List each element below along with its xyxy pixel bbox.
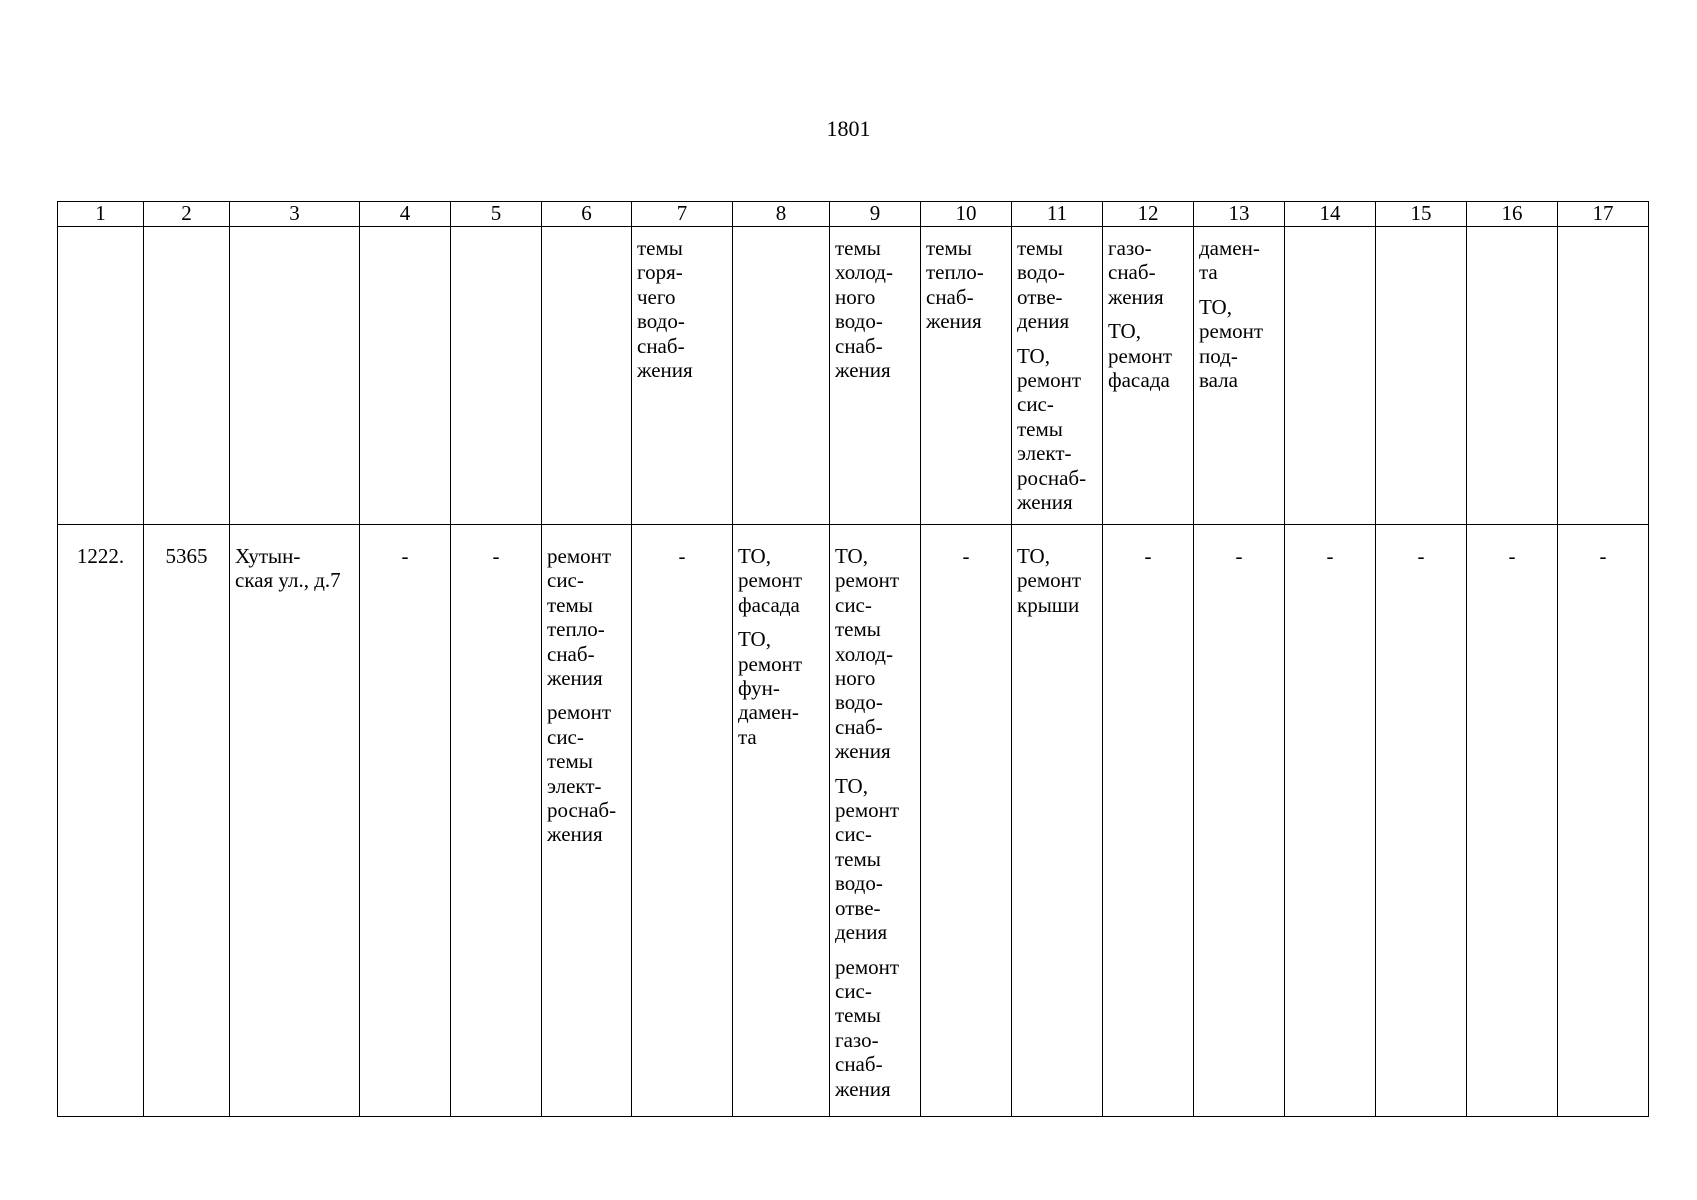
cell-empty — [451, 227, 542, 525]
text-line: снаб- — [835, 714, 883, 739]
text-line: дамен- — [738, 700, 799, 725]
text-line: жения — [547, 666, 603, 691]
cell-empty — [542, 227, 632, 525]
works-table — [57, 201, 1649, 1117]
text-line: ремонт — [1017, 368, 1082, 393]
text-line: тепло- — [926, 260, 984, 285]
header-cell: 6 — [542, 202, 632, 227]
text-line: водо- — [1017, 260, 1065, 285]
cell-empty — [360, 227, 451, 525]
text-line: сис- — [547, 568, 584, 593]
text-line: ТО, — [738, 627, 771, 652]
text-line: ремонт — [738, 568, 803, 593]
cell-col7 — [632, 227, 733, 525]
row-number: 1222. — [58, 525, 144, 1117]
text-line: фасада — [738, 592, 800, 617]
cell-col12 — [1103, 227, 1194, 525]
text-line: сис- — [1017, 392, 1054, 417]
cell-col10 — [921, 227, 1012, 525]
text-line: роснаб- — [1017, 465, 1087, 490]
text-line: тепло- — [547, 617, 605, 642]
header-cell: 3 — [230, 202, 360, 227]
text-line: сис- — [547, 724, 584, 749]
text-line: снаб- — [835, 1052, 883, 1077]
header-cell: 10 — [921, 202, 1012, 227]
text-line: ремонт — [1017, 568, 1082, 593]
text-line: жения — [926, 309, 982, 334]
text-line: газо- — [835, 1027, 879, 1052]
cell-col11 — [1012, 525, 1103, 1117]
cell-col7: - — [632, 525, 733, 1117]
text-line: ТО, — [835, 773, 868, 798]
text-line: темы — [835, 1003, 881, 1028]
text-line: водо- — [835, 309, 883, 334]
text-line: ремонт — [835, 568, 900, 593]
text-line: газо- — [1108, 236, 1152, 260]
header-cell: 5 — [451, 202, 542, 227]
text-line: ТО, — [835, 544, 868, 568]
header-cell: 13 — [1194, 202, 1285, 227]
cell-col6 — [542, 525, 632, 1117]
text-line: ремонт — [835, 798, 900, 823]
header-cell: 14 — [1285, 202, 1376, 227]
text-line: роснаб- — [547, 798, 617, 823]
text-line: ремонт — [1199, 319, 1264, 344]
text-line: сис- — [835, 592, 872, 617]
cell-col8 — [733, 525, 830, 1117]
text-line: водо- — [637, 309, 685, 334]
cell-col9 — [830, 525, 921, 1117]
text-line: ТО, — [1017, 343, 1050, 368]
text-line: холод- — [835, 641, 893, 666]
text-line: ремонт — [835, 954, 900, 979]
header-cell: 9 — [830, 202, 921, 227]
header-cell: 17 — [1558, 202, 1649, 227]
row-address — [230, 525, 360, 1117]
cell-empty — [1285, 227, 1376, 525]
cell-empty — [144, 227, 230, 525]
text-line: ного — [835, 284, 876, 309]
cell-empty — [1558, 227, 1649, 525]
text-line: жения — [1017, 490, 1073, 515]
text-line: фун- — [738, 676, 780, 701]
text-line: сис- — [835, 822, 872, 847]
cell-empty — [1376, 227, 1467, 525]
text-line: темы — [1017, 236, 1063, 260]
cell-col4: - — [360, 525, 451, 1117]
text-line: жения — [637, 358, 693, 383]
header-cell: 16 — [1467, 202, 1558, 227]
header-cell: 4 — [360, 202, 451, 227]
text-line: отве- — [835, 895, 881, 920]
cell-col13: - — [1194, 525, 1285, 1117]
cell-empty — [1467, 227, 1558, 525]
text-line: та — [1199, 260, 1218, 285]
cell-col17: - — [1558, 525, 1649, 1117]
text-line: темы — [1017, 416, 1063, 441]
text-line: водо- — [835, 690, 883, 715]
text-line: элект- — [1017, 441, 1072, 466]
text-line: темы — [547, 592, 593, 617]
text-line: ремонт — [547, 700, 612, 725]
header-cell: 8 — [733, 202, 830, 227]
text-line: ТО, — [738, 544, 771, 568]
header-row — [58, 202, 1649, 227]
text-line: водо- — [835, 871, 883, 896]
text-line: под- — [1199, 343, 1238, 368]
text-line: жения — [835, 358, 891, 383]
text-line: ская ул., д.7 — [235, 568, 341, 593]
text-line: темы — [547, 749, 593, 774]
text-line: темы — [835, 617, 881, 642]
text-line: ТО, — [1199, 294, 1232, 319]
table-row — [58, 525, 1649, 1117]
text-line: отве- — [1017, 284, 1063, 309]
cell-col14: - — [1285, 525, 1376, 1117]
header-cell: 11 — [1012, 202, 1103, 227]
table-row-continuation — [58, 227, 1649, 525]
text-line: элект- — [547, 773, 602, 798]
text-line: ремонт — [1108, 343, 1173, 368]
row-code: 5365 — [144, 525, 230, 1117]
cell-col13 — [1194, 227, 1285, 525]
header-cell: 1 — [58, 202, 144, 227]
text-line: снаб- — [547, 641, 595, 666]
text-line: жения — [547, 822, 603, 847]
cell-empty — [733, 227, 830, 525]
text-line: ремонт — [547, 544, 612, 568]
header-cell: 7 — [632, 202, 733, 227]
text-line: снаб- — [835, 333, 883, 358]
text-line: темы — [926, 236, 972, 260]
text-line: дения — [835, 920, 888, 945]
page-number: 1801 — [826, 116, 871, 141]
text-line: снаб- — [1108, 260, 1156, 285]
cell-col15: - — [1376, 525, 1467, 1117]
header-cell: 15 — [1376, 202, 1467, 227]
text-line: ТО, — [1017, 544, 1050, 568]
text-line: ТО, — [1108, 319, 1141, 344]
header-cell: 2 — [144, 202, 230, 227]
text-line: чего — [637, 284, 676, 309]
text-line: дения — [1017, 309, 1070, 334]
text-line: снаб- — [637, 333, 685, 358]
text-line: жения — [1108, 284, 1164, 309]
text-line: ремонт — [738, 651, 803, 676]
text-line: ного — [835, 666, 876, 691]
cell-col12: - — [1103, 525, 1194, 1117]
text-line: темы — [637, 236, 683, 260]
text-line: жения — [835, 739, 891, 764]
text-line: та — [738, 724, 757, 749]
cell-col5: - — [451, 525, 542, 1117]
header-cell: 12 — [1103, 202, 1194, 227]
text-line: крыши — [1017, 592, 1080, 617]
text-line: вала — [1199, 368, 1238, 393]
cell-col11 — [1012, 227, 1103, 525]
cell-col16: - — [1467, 525, 1558, 1117]
text-line: фасада — [1108, 368, 1170, 393]
text-line: дамен- — [1199, 236, 1260, 260]
text-line: Хутын- — [235, 544, 301, 568]
text-line: темы — [835, 236, 881, 260]
text-line: холод- — [835, 260, 893, 285]
cell-col10: - — [921, 525, 1012, 1117]
text-line: жения — [835, 1076, 891, 1101]
cell-empty — [230, 227, 360, 525]
text-line: темы — [835, 846, 881, 871]
cell-empty — [58, 227, 144, 525]
text-line: горя- — [637, 260, 683, 285]
cell-col9 — [830, 227, 921, 525]
text-line: снаб- — [926, 284, 974, 309]
text-line: сис- — [835, 978, 872, 1003]
